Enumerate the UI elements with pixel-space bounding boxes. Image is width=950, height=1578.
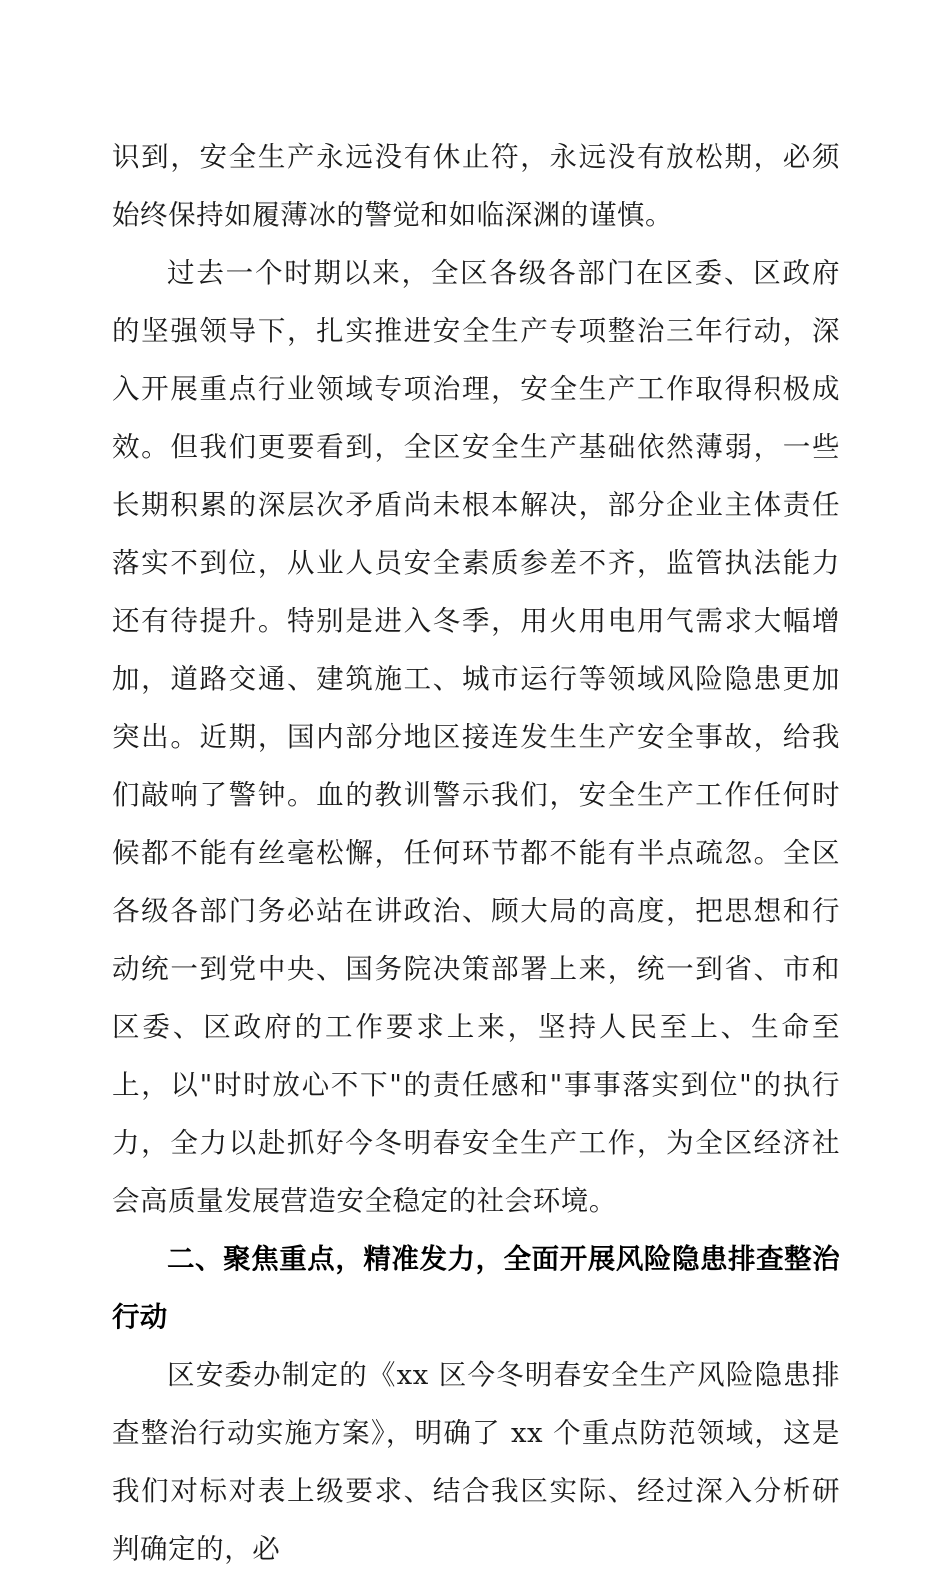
paragraph-situation-analysis: 过去一个时期以来，全区各级各部门在区委、区政府的坚强领导下，扎实推进安全生产专项整治三年行动，深入开展重点行业领域专项治理，安全生产工作取得积极成效。但我们更要看到，全区安全生产基础依然薄弱，一些长期积累的深层次矛盾尚未根本解决，部分企业主体责任落实不到位，从业人员安全素质参差不齐，监管执法能力还有待提升。特别是进入冬季，用火用电用气需求大幅增加，道路交通、建筑施工、城市运行等领域风险隐患更加突出。近期，国内部分地区接连发生生产安全事故，给我们敲响了警钟。血的教训警示我们，安全生产工作任何时候都不能有丝毫松懈，任何环节都不能有半点疏忽。全区各级各部门务必站在讲政治、顾大局的高度，把思想和行动统一到党中央、国务院决策部署上来，统一到省、市和区委、区政府的工作要求上来，坚持人民至上、生命至上，以"时时放心不下"的责任感和"事事落实到位"的执行力，全力以赴抓好今冬明春安全生产工作，为全区经济社会高质量发展营造安全稳定的社会环境。 — [112, 257, 840, 1217]
section-heading-two: 二、聚焦重点，精准发力，全面开展风险隐患排查整治行动 — [112, 1243, 840, 1333]
paragraph-implementation-plan: 区安委办制定的《xx 区今冬明春安全生产风险隐患排查整治行动实施方案》，明确了 xx 个重点防范领域，这是我们对标对表上级要求、结合我区实际、经过深入分析研判确定的，必 — [112, 1359, 840, 1565]
text-column — [112, 128, 840, 1578]
paragraph-continuation: 识到，安全生产永远没有休止符，永远没有放松期，必须始终保持如履薄冰的警觉和如临深渊的谨慎。 — [112, 141, 840, 231]
